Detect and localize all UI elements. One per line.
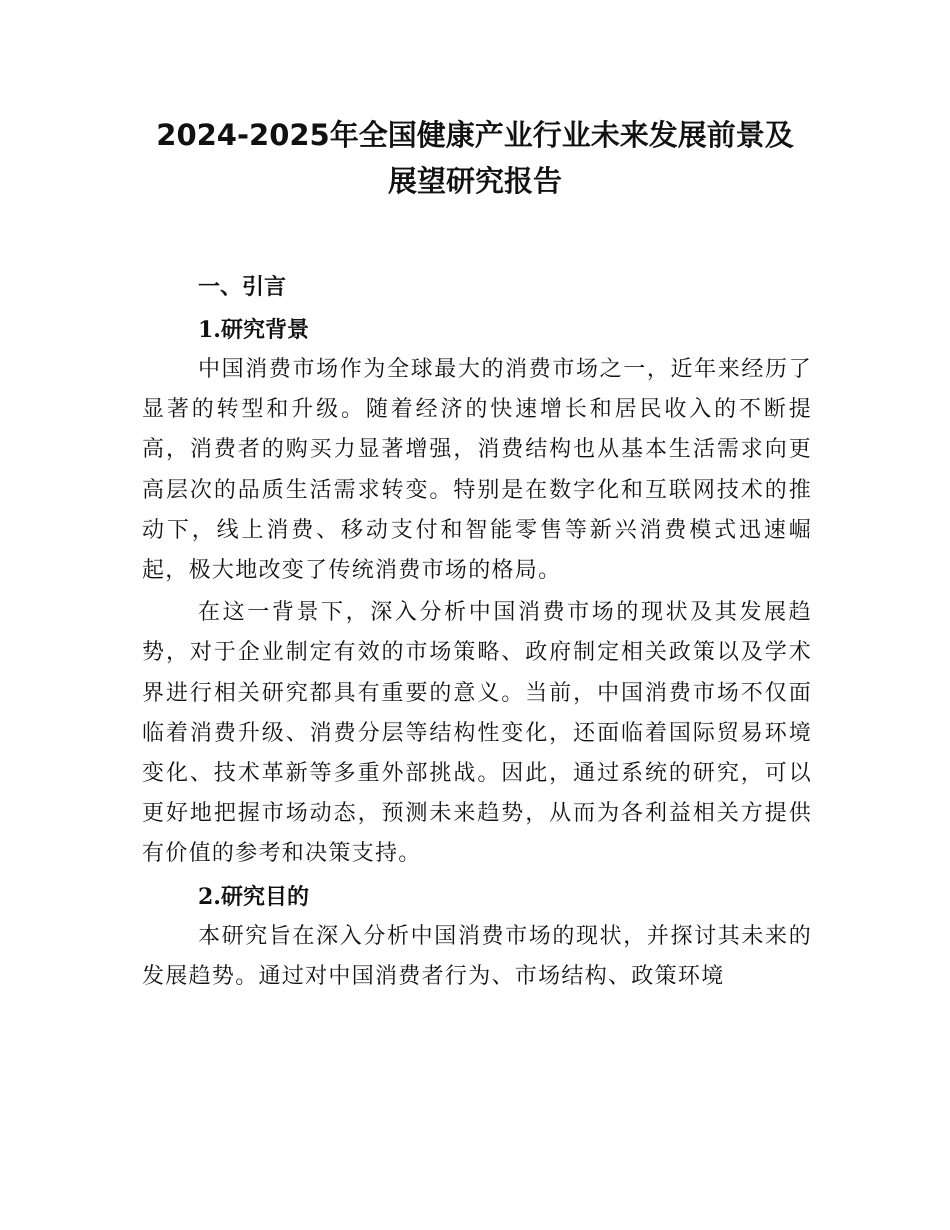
title-line-2: 展望研究报告 xyxy=(387,164,562,198)
document-body xyxy=(142,268,812,997)
document-title xyxy=(100,112,850,204)
section-heading-intro: 一、引言 xyxy=(198,275,287,300)
paragraph-purpose-1: 本研究旨在深入分析中国消费市场的现状，并探讨其未来的发展趋势。通过对中国消费者行为、市场结构、政策环境 xyxy=(142,923,812,989)
paragraph-background-2: 在这一背景下，深入分析中国消费市场的现状及其发展趋势，对于企业制定有效的市场策略、政府制定相关政策以及学术界进行相关研究都具有重要的意义。当前，中国消费市场不仅面临着消费升级、消费分层等结构性变化，还面临着国际贸易环境变化、技术革新等多重外部挑战。因此，通过系统的研究，可以更好地把握市场动态，预测未来趋势，从而为各利益相关方提供有价值的参考和决策支持。 xyxy=(142,600,812,867)
subsection-heading-background: 1.研究背景 xyxy=(198,317,309,343)
paragraph-background-1: 中国消费市场作为全球最大的消费市场之一，近年来经历了显著的转型和升级。随着经济的快速增长和居民收入的不断提高，消费者的购买力显著增强，消费结构也从基本生活需求向更高层次的品质生活需求转变。特别是在数字化和互联网技术的推动下，线上消费、移动支付和智能零售等新兴消费模式迅速崛起，极大地改变了传统消费市场的格局。 xyxy=(142,357,812,584)
subsection-heading-purpose: 2.研究目的 xyxy=(198,883,309,910)
title-line-1: 2024-2025年全国健康产业行业未来发展前景及 xyxy=(156,118,794,152)
